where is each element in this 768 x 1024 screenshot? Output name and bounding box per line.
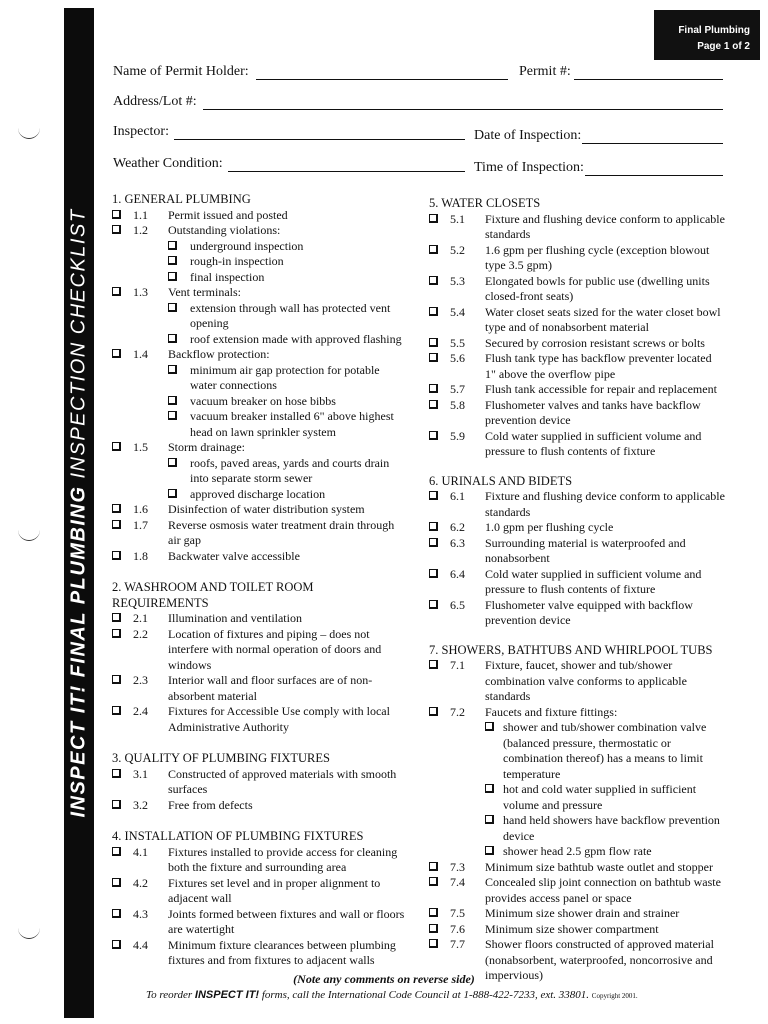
checklist-subitem [112,394,408,410]
checklist-item [429,860,725,876]
checkbox[interactable] [429,353,438,362]
checkbox[interactable] [112,909,121,918]
item-number: 3.1 [133,766,148,781]
item-number: 4.1 [133,844,148,859]
checkbox[interactable] [485,722,494,731]
item-text: roof extension made with approved flashing [190,331,402,346]
checkbox[interactable] [485,784,494,793]
item-number: 6.3 [450,535,465,550]
checkbox[interactable] [429,276,438,285]
weather-label: Weather Condition: [113,156,223,171]
checkbox[interactable] [429,908,438,917]
checkbox[interactable] [112,551,121,560]
item-number: 1.3 [133,285,148,299]
item-text: Joints formed between fixtures and wall or floors are watertight [168,906,405,936]
item-text: Concealed slip joint connection on bathtub waste provides access panel or space [485,875,721,905]
item-text: Water closet seats sized for the water closet bowl type and of nonabsorbent material [485,304,721,334]
item-text: Fixture and flushing device conform to applicable standards [485,211,725,241]
binder-hole-mark [18,124,40,139]
date-label: Date of Inspection: [474,128,582,143]
item-number: 1.8 [133,548,148,563]
checkbox[interactable] [112,675,121,684]
checkbox[interactable] [168,489,177,498]
item-text: Fixtures for Accessible Use comply with local Administrative Authority [168,704,390,734]
checkbox[interactable] [112,520,121,529]
checklist-subitem [112,301,408,332]
item-text: Flushometer valves and tanks have backflow prevention device [485,397,701,427]
reorder-contact: forms, call the International Code Council at 1-888-422-7233, ext. 33801. [261,989,590,1001]
checklist-item [429,305,725,336]
item-number: 1.7 [133,517,148,532]
item-text: Flush tank accessible for repair and replacement [485,382,717,396]
item-text: vacuum breaker on hose bibbs [190,393,336,408]
item-text: Minimum size shower drain and strainer [485,906,680,920]
checklist-item [112,704,408,735]
item-text: Shower floors constructed of approved material (nonabsorbent, waterproofed, noncorrosive and impervious) [485,937,714,982]
address-label: Address/Lot #: [113,94,197,109]
item-number: 1.1 [133,207,148,222]
inspector-label: Inspector: [113,124,169,139]
item-number: 6.1 [450,489,465,503]
permit-number-field[interactable] [574,79,723,80]
checklist-item [112,347,408,363]
checklist-item [429,212,725,243]
item-text: 1.0 gpm per flushing cycle [485,520,614,534]
item-text: approved discharge location [190,486,326,501]
checkbox[interactable] [485,815,494,824]
checkbox[interactable] [429,569,438,578]
checklist-item [429,429,725,460]
checklist-subitem [112,363,408,394]
item-text: extension through wall has protected vent opening [190,300,391,330]
item-text: rough-in inspection [190,254,284,268]
item-text: Secured by corrosion resistant screws or bolts [485,335,705,350]
checklist-right-column [429,196,725,984]
item-number: 4.4 [133,937,148,952]
checkbox[interactable] [429,660,438,669]
checklist-item [429,520,725,536]
checkbox[interactable] [112,878,121,887]
brand-name: INSPECT IT! [194,989,260,1001]
checkbox[interactable] [168,411,177,420]
item-text: Reverse osmosis water treatment drain through air gap [168,517,395,547]
section-heading: 5. WATER CLOSETS [429,196,541,210]
checklist-item [429,906,725,922]
checkbox[interactable] [429,307,438,316]
checkbox[interactable] [429,400,438,409]
item-number: 6.4 [450,566,465,581]
item-text: hot and cold water supplied in sufficient volume and pressure [503,782,697,812]
reorder-text: To reorder [146,989,193,1001]
item-text: Disinfection of water distribution system [168,502,365,516]
time-field[interactable] [585,175,723,176]
checkbox[interactable] [429,491,438,500]
checklist-item [112,549,408,565]
item-text: Cold water supplied in sufficient volume and pressure to flush contents of fixture [485,428,702,458]
binder-hole-mark [18,924,40,939]
checklist-item [429,536,725,567]
checklist-subitem [429,813,725,844]
footer-reorder [146,989,638,1001]
checkbox[interactable] [112,629,121,638]
checklist-item [112,673,408,704]
checkbox[interactable] [112,940,121,949]
footer-note: (Note any comments on reverse side) [293,972,475,986]
item-number: 4.3 [133,906,148,921]
checkbox[interactable] [112,225,121,234]
item-text: Backwater valve accessible [168,548,300,563]
checklist-item [429,598,725,629]
checkbox[interactable] [112,613,121,622]
item-text: Surrounding material is waterproofed and nonabsorbent [485,535,686,565]
checklist-subitem [112,254,408,270]
item-text: Faucets and fixture fittings: [485,704,618,719]
item-text: Fixture and flushing device conform to applicable standards [485,489,725,519]
item-number: 5.9 [450,428,465,443]
checkbox[interactable] [429,431,438,440]
checklist-subitem [112,409,408,440]
item-text: Flushometer valve equipped with backflow prevention device [485,597,693,627]
checkbox[interactable] [429,538,438,547]
checkbox[interactable] [485,846,494,855]
item-text: 1.6 gpm per flushing cycle (exception blowout type 3.5 gpm) [485,242,710,272]
checklist-item [429,875,725,906]
item-number: 7.2 [450,704,465,719]
item-number: 1.5 [133,440,148,454]
checklist-subitem [429,782,725,813]
checkbox[interactable] [112,847,121,856]
section-heading: 3. QUALITY OF PLUMBING FIXTURES [112,751,330,765]
checklist-item [112,440,408,456]
item-number: 5.1 [450,211,465,226]
spine-word-inspect-it: INSPECT IT! [67,684,90,818]
checklist-item [429,398,725,429]
checkbox[interactable] [168,272,177,281]
item-text: vacuum breaker installed 6" above highest head on lawn sprinkler system [190,409,394,439]
checkbox[interactable] [112,800,121,809]
checklist-subitem [429,720,725,782]
page-tab [654,10,760,60]
item-text: Illumination and ventilation [168,611,302,625]
item-number: 2.4 [133,704,148,718]
item-text: Free from defects [168,797,253,812]
item-number: 3.2 [133,797,148,812]
checklist-item [112,798,408,814]
checklist-item [429,382,725,398]
item-text: final inspection [190,269,265,284]
checkbox[interactable] [429,862,438,871]
item-number: 5.2 [450,242,465,257]
item-text: Outstanding violations: [168,223,281,237]
permit-holder-label: Name of Permit Holder: [113,64,249,79]
checkbox[interactable] [429,214,438,223]
section-heading: 1. GENERAL PLUMBING [112,192,251,206]
item-number: 4.2 [133,875,148,890]
checklist-item [429,705,725,721]
checkbox[interactable] [168,396,177,405]
inspector-field[interactable] [174,139,465,140]
checklist-item [429,489,725,520]
checkbox[interactable] [429,877,438,886]
item-number: 2.2 [133,626,148,641]
item-number: 6.2 [450,520,465,534]
checkbox[interactable] [168,241,177,250]
item-number: 7.4 [450,875,465,889]
checklist-item [429,336,725,352]
date-field[interactable] [582,143,723,144]
checklist-subitem [112,487,408,503]
checklist-item [112,223,408,239]
item-number: 7.3 [450,859,465,874]
checklist-left-column [112,192,408,969]
checklist-item [429,351,725,382]
checklist-item [112,611,408,627]
checklist-item [112,845,408,876]
checklist-item [429,567,725,598]
checkbox[interactable] [429,939,438,948]
item-text: minimum air gap protection for potable water connections [190,362,380,392]
checklist-item [429,243,725,274]
item-text: Constructed of approved materials with smooth surfaces [168,766,397,796]
item-number: 5.5 [450,335,465,350]
weather-field[interactable] [228,171,465,172]
checkbox[interactable] [112,210,121,219]
item-number: 7.5 [450,906,465,920]
binder-hole-mark [18,526,40,541]
item-text: Interior wall and floor surfaces are of non-absorbent material [168,673,373,703]
checklist-item [112,627,408,674]
tab-page-number: Page 1 of 2 [697,41,750,52]
item-number: 5.4 [450,304,465,319]
checkbox[interactable] [429,600,438,609]
checkbox[interactable] [112,706,121,715]
spine-title [68,208,91,817]
item-text: Vent terminals: [168,285,241,299]
checkbox[interactable] [112,349,121,358]
item-number: 5.6 [450,351,465,365]
time-label: Time of Inspection: [474,160,584,175]
checklist-subitem [429,844,725,860]
item-text: Permit issued and posted [168,207,288,222]
item-text: Minimum size bathtub waste outlet and stopper [485,859,713,874]
item-number: 5.8 [450,397,465,412]
item-text: Fixture, faucet, shower and tub/shower combination valve conforms to applicable standards [485,658,687,703]
item-text: Location of fixtures and piping – does not interfere with normal operation of doors and windows [168,626,382,672]
checkbox[interactable] [429,707,438,716]
permit-holder-field[interactable] [256,79,508,80]
checklist-item [429,274,725,305]
checklist-item [112,518,408,549]
checklist-item [112,208,408,224]
checkbox[interactable] [112,442,121,451]
item-number: 7.6 [450,921,465,936]
permit-number-label: Permit #: [519,64,571,79]
checklist-item [429,658,725,705]
item-number: 2.1 [133,611,148,625]
checklist-item [112,767,408,798]
section-heading: 4. INSTALLATION OF PLUMBING FIXTURES [112,829,364,843]
section-heading: 2. WASHROOM AND TOILET ROOM REQUIREMENTS [112,580,314,610]
item-text: Storm drainage: [168,440,245,454]
checklist-item [112,876,408,907]
checklist-subitem [112,456,408,487]
item-text: Backflow protection: [168,347,270,361]
checkbox[interactable] [429,245,438,254]
spine-word-checklist: INSPECTION CHECKLIST [67,208,90,479]
checklist-item [112,938,408,969]
item-text: hand held showers have backflow prevention device [503,813,720,843]
item-number: 5.7 [450,382,465,396]
item-text: roofs, paved areas, yards and courts drain into separate storm sewer [190,455,390,485]
checklist-item [112,907,408,938]
item-number: 2.3 [133,673,148,687]
item-text: Minimum size shower compartment [485,921,659,936]
checkbox[interactable] [429,924,438,933]
checkbox[interactable] [168,365,177,374]
section-heading: 7. SHOWERS, BATHTUBS AND WHIRLPOOL TUBS [429,642,713,657]
address-field[interactable] [203,109,723,110]
checkbox[interactable] [429,338,438,347]
checkbox[interactable] [429,522,438,531]
checklist-subitem [112,270,408,286]
checkbox[interactable] [429,384,438,393]
checkbox[interactable] [112,287,121,296]
checkbox[interactable] [168,256,177,265]
checkbox[interactable] [112,504,121,513]
item-text: underground inspection [190,238,304,253]
checklist-item [429,922,725,938]
item-text: shower head 2.5 gpm flow rate [503,844,652,858]
item-number: 6.5 [450,597,465,612]
checkbox[interactable] [112,769,121,778]
item-text: Cold water supplied in sufficient volume and pressure to flush contents of fixture [485,566,702,596]
item-number: 1.6 [133,502,148,516]
item-number: 7.1 [450,658,465,672]
item-text: Fixtures installed to provide access for cleaning both the fixture and surrounding area [168,844,398,874]
item-text: Fixtures set level and in proper alignment to adjacent wall [168,875,381,905]
item-number: 7.7 [450,937,465,951]
copyright: Copyright 2001. [591,992,638,1000]
checkbox[interactable] [168,334,177,343]
checklist-subitem [112,239,408,255]
checkbox[interactable] [168,303,177,312]
item-text: Elongated bowls for public use (dwelling units closed-front seats) [485,273,710,303]
checklist-item [112,502,408,518]
item-text: Minimum fixture clearances between plumbing fixtures and from fixtures to adjacent walls [168,937,396,967]
item-number: 1.4 [133,347,148,361]
checkbox[interactable] [168,458,177,467]
section-heading: 6. URINALS AND BIDETS [429,473,573,488]
checklist-subitem [112,332,408,348]
item-text: shower and tub/shower combination valve (balanced pressure, thermostatic or combination thereof) has a means to limit temperature [503,720,707,781]
spine-word-final-plumbing: FINAL PLUMBING [67,485,90,678]
item-number: 5.3 [450,273,465,288]
item-text: Flush tank type has backflow preventer located 1" above the overflow pipe [485,351,712,381]
item-number: 1.2 [133,223,148,237]
tab-title: Final Plumbing [678,25,750,36]
checklist-item [112,285,408,301]
